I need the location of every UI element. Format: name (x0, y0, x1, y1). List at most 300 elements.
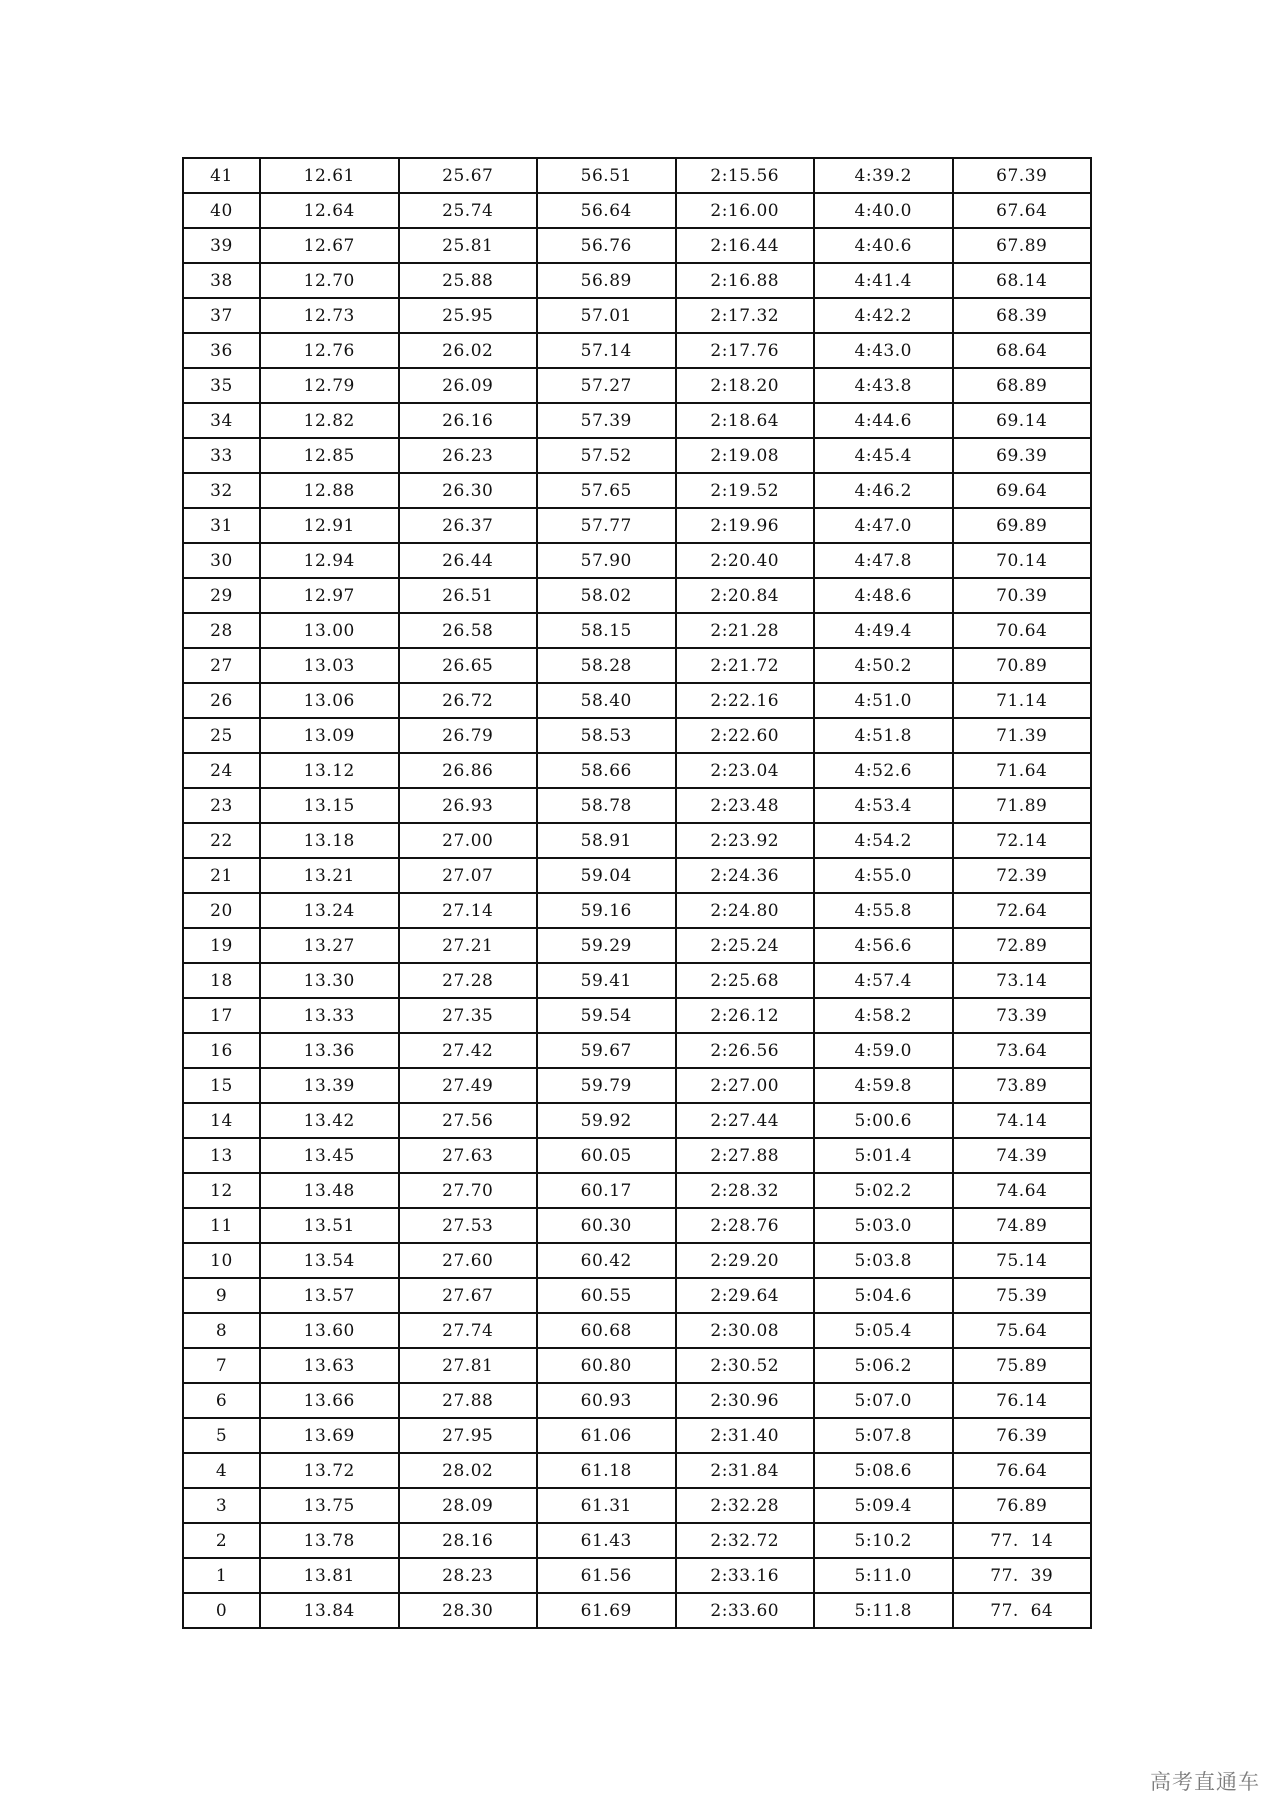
table-cell: 13.45 (260, 1138, 399, 1173)
table-cell: 4:50.2 (814, 648, 953, 683)
score-cell: 18 (183, 963, 260, 998)
table-cell: 68.14 (953, 263, 1092, 298)
table-cell: 2:29.20 (676, 1243, 815, 1278)
table-cell: 59.29 (537, 928, 676, 963)
table-cell: 13.54 (260, 1243, 399, 1278)
table-cell: 61.31 (537, 1488, 676, 1523)
table-cell: 25.74 (399, 193, 538, 228)
table-cell: 2:30.08 (676, 1313, 815, 1348)
table-cell: 27.81 (399, 1348, 538, 1383)
table-cell: 12.70 (260, 263, 399, 298)
score-cell: 23 (183, 788, 260, 823)
table-cell: 2:23.48 (676, 788, 815, 823)
table-cell: 12.88 (260, 473, 399, 508)
table-cell: 67.89 (953, 228, 1092, 263)
table-cell: 2:27.00 (676, 1068, 815, 1103)
table-cell: 77. 39 (953, 1558, 1092, 1593)
table-cell: 13.48 (260, 1173, 399, 1208)
table-cell: 13.42 (260, 1103, 399, 1138)
table-cell: 4:45.4 (814, 438, 953, 473)
table-cell: 68.89 (953, 368, 1092, 403)
table-cell: 13.78 (260, 1523, 399, 1558)
table-cell: 13.00 (260, 613, 399, 648)
watermark-text: 高考直通车 (1150, 1770, 1260, 1794)
score-cell: 34 (183, 403, 260, 438)
table-cell: 27.49 (399, 1068, 538, 1103)
table-row (183, 403, 1091, 438)
table-row (183, 1418, 1091, 1453)
table-cell: 74.64 (953, 1173, 1092, 1208)
table-cell: 57.65 (537, 473, 676, 508)
table-cell: 2:19.08 (676, 438, 815, 473)
score-cell: 38 (183, 263, 260, 298)
table-cell: 12.67 (260, 228, 399, 263)
table-cell: 26.51 (399, 578, 538, 613)
table-cell: 2:23.04 (676, 753, 815, 788)
table-row (183, 298, 1091, 333)
table-cell: 5:07.8 (814, 1418, 953, 1453)
table-cell: 13.12 (260, 753, 399, 788)
table-cell: 57.77 (537, 508, 676, 543)
score-cell: 8 (183, 1313, 260, 1348)
table-cell: 13.18 (260, 823, 399, 858)
score-cell: 24 (183, 753, 260, 788)
table-cell: 61.06 (537, 1418, 676, 1453)
table-cell: 60.93 (537, 1383, 676, 1418)
table-cell: 2:32.28 (676, 1488, 815, 1523)
table-cell: 26.79 (399, 718, 538, 753)
table-cell: 4:51.0 (814, 683, 953, 718)
score-cell: 21 (183, 858, 260, 893)
table-cell: 2:21.28 (676, 613, 815, 648)
table-cell: 2:16.44 (676, 228, 815, 263)
table-cell: 27.63 (399, 1138, 538, 1173)
table-cell: 12.79 (260, 368, 399, 403)
table-cell: 26.02 (399, 333, 538, 368)
table-cell: 61.43 (537, 1523, 676, 1558)
table-cell: 13.72 (260, 1453, 399, 1488)
table-cell: 2:31.84 (676, 1453, 815, 1488)
table-cell: 67.39 (953, 158, 1092, 193)
table-row (183, 893, 1091, 928)
table-cell: 13.30 (260, 963, 399, 998)
table-cell: 12.73 (260, 298, 399, 333)
table-cell: 4:54.2 (814, 823, 953, 858)
table-cell: 4:43.8 (814, 368, 953, 403)
score-cell: 9 (183, 1278, 260, 1313)
table-cell: 75.89 (953, 1348, 1092, 1383)
table-cell: 27.88 (399, 1383, 538, 1418)
table-cell: 12.97 (260, 578, 399, 613)
table-cell: 4:47.0 (814, 508, 953, 543)
table-cell: 4:47.8 (814, 543, 953, 578)
table-cell: 26.58 (399, 613, 538, 648)
table-cell: 2:29.64 (676, 1278, 815, 1313)
table-cell: 5:04.6 (814, 1278, 953, 1313)
table-cell: 75.64 (953, 1313, 1092, 1348)
table-cell: 2:16.00 (676, 193, 815, 228)
table-cell: 59.67 (537, 1033, 676, 1068)
score-cell: 33 (183, 438, 260, 473)
table-cell: 69.64 (953, 473, 1092, 508)
table-cell: 73.14 (953, 963, 1092, 998)
table-cell: 71.14 (953, 683, 1092, 718)
table-cell: 13.33 (260, 998, 399, 1033)
table-cell: 70.14 (953, 543, 1092, 578)
table-row (183, 1488, 1091, 1523)
table-cell: 5:01.4 (814, 1138, 953, 1173)
score-cell: 12 (183, 1173, 260, 1208)
table-cell: 5:06.2 (814, 1348, 953, 1383)
score-cell: 3 (183, 1488, 260, 1523)
table-cell: 4:49.4 (814, 613, 953, 648)
table-row (183, 683, 1091, 718)
table-cell: 4:59.0 (814, 1033, 953, 1068)
table-cell: 13.15 (260, 788, 399, 823)
score-cell: 16 (183, 1033, 260, 1068)
table-cell: 13.69 (260, 1418, 399, 1453)
table-cell: 4:48.6 (814, 578, 953, 613)
table-cell: 77. 14 (953, 1523, 1092, 1558)
table-row (183, 438, 1091, 473)
table-cell: 28.02 (399, 1453, 538, 1488)
table-row (183, 1523, 1091, 1558)
table-cell: 4:58.2 (814, 998, 953, 1033)
table-cell: 56.89 (537, 263, 676, 298)
table-row (183, 1593, 1091, 1628)
table-cell: 2:19.52 (676, 473, 815, 508)
table-row (183, 1313, 1091, 1348)
score-cell: 30 (183, 543, 260, 578)
table-cell: 13.60 (260, 1313, 399, 1348)
table-cell: 13.03 (260, 648, 399, 683)
table-cell: 57.52 (537, 438, 676, 473)
table-cell: 13.06 (260, 683, 399, 718)
table-row (183, 1383, 1091, 1418)
table-cell: 56.76 (537, 228, 676, 263)
score-cell: 20 (183, 893, 260, 928)
table-cell: 5:08.6 (814, 1453, 953, 1488)
table-cell: 60.30 (537, 1208, 676, 1243)
table-cell: 25.67 (399, 158, 538, 193)
table-cell: 75.14 (953, 1243, 1092, 1278)
table-row (183, 1173, 1091, 1208)
score-cell: 39 (183, 228, 260, 263)
table-cell: 2:31.40 (676, 1418, 815, 1453)
table-cell: 57.39 (537, 403, 676, 438)
table-cell: 2:27.88 (676, 1138, 815, 1173)
table-cell: 4:52.6 (814, 753, 953, 788)
table-cell: 5:07.0 (814, 1383, 953, 1418)
table-row (183, 613, 1091, 648)
table-cell: 2:17.32 (676, 298, 815, 333)
table-row (183, 1243, 1091, 1278)
score-cell: 26 (183, 683, 260, 718)
table-row (183, 998, 1091, 1033)
table-cell: 2:19.96 (676, 508, 815, 543)
table-cell: 68.64 (953, 333, 1092, 368)
table-cell: 5:02.2 (814, 1173, 953, 1208)
table-cell: 71.89 (953, 788, 1092, 823)
table-cell: 2:33.60 (676, 1593, 815, 1628)
table-cell: 12.85 (260, 438, 399, 473)
table-cell: 26.09 (399, 368, 538, 403)
table-cell: 72.14 (953, 823, 1092, 858)
score-cell: 37 (183, 298, 260, 333)
table-cell: 5:03.8 (814, 1243, 953, 1278)
table-row (183, 368, 1091, 403)
table-cell: 59.54 (537, 998, 676, 1033)
table-cell: 12.91 (260, 508, 399, 543)
table-cell: 59.04 (537, 858, 676, 893)
table-cell: 57.90 (537, 543, 676, 578)
table-cell: 70.39 (953, 578, 1092, 613)
score-cell: 6 (183, 1383, 260, 1418)
score-cell: 11 (183, 1208, 260, 1243)
table-cell: 25.95 (399, 298, 538, 333)
table-cell: 13.51 (260, 1208, 399, 1243)
table-cell: 75.39 (953, 1278, 1092, 1313)
score-cell: 31 (183, 508, 260, 543)
table-cell: 4:51.8 (814, 718, 953, 753)
table-row (183, 508, 1091, 543)
table-cell: 2:20.40 (676, 543, 815, 578)
table-cell: 57.01 (537, 298, 676, 333)
table-cell: 58.28 (537, 648, 676, 683)
table-cell: 4:39.2 (814, 158, 953, 193)
table-cell: 2:30.52 (676, 1348, 815, 1383)
table-cell: 4:57.4 (814, 963, 953, 998)
table-cell: 72.89 (953, 928, 1092, 963)
table-cell: 26.93 (399, 788, 538, 823)
table-cell: 13.36 (260, 1033, 399, 1068)
table-cell: 26.16 (399, 403, 538, 438)
table-cell: 2:25.68 (676, 963, 815, 998)
table-cell: 61.18 (537, 1453, 676, 1488)
score-cell: 41 (183, 158, 260, 193)
table-cell: 13.63 (260, 1348, 399, 1383)
score-cell: 27 (183, 648, 260, 683)
table-cell: 27.56 (399, 1103, 538, 1138)
table-cell: 2:30.96 (676, 1383, 815, 1418)
table-cell: 2:22.16 (676, 683, 815, 718)
table-row (183, 578, 1091, 613)
table-cell: 26.23 (399, 438, 538, 473)
table-cell: 56.64 (537, 193, 676, 228)
score-cell: 19 (183, 928, 260, 963)
table-cell: 4:40.0 (814, 193, 953, 228)
table-cell: 71.64 (953, 753, 1092, 788)
table-cell: 4:55.8 (814, 893, 953, 928)
table-cell: 12.94 (260, 543, 399, 578)
table-cell: 74.89 (953, 1208, 1092, 1243)
table-cell: 26.86 (399, 753, 538, 788)
table-cell: 13.27 (260, 928, 399, 963)
table-cell: 5:00.6 (814, 1103, 953, 1138)
table-cell: 4:44.6 (814, 403, 953, 438)
table-cell: 74.39 (953, 1138, 1092, 1173)
table-cell: 4:42.2 (814, 298, 953, 333)
table-cell: 59.16 (537, 893, 676, 928)
score-cell: 36 (183, 333, 260, 368)
table-cell: 59.41 (537, 963, 676, 998)
table-cell: 2:33.16 (676, 1558, 815, 1593)
table-cell: 13.09 (260, 718, 399, 753)
table-cell: 13.39 (260, 1068, 399, 1103)
table-cell: 27.35 (399, 998, 538, 1033)
table-cell: 2:28.76 (676, 1208, 815, 1243)
table-cell: 27.74 (399, 1313, 538, 1348)
score-cell: 14 (183, 1103, 260, 1138)
table-row (183, 543, 1091, 578)
table-cell: 61.56 (537, 1558, 676, 1593)
table-cell: 2:22.60 (676, 718, 815, 753)
table-cell: 2:20.84 (676, 578, 815, 613)
table-cell: 28.09 (399, 1488, 538, 1523)
table-cell: 2:27.44 (676, 1103, 815, 1138)
table-cell: 73.64 (953, 1033, 1092, 1068)
score-cell: 10 (183, 1243, 260, 1278)
table-cell: 2:24.80 (676, 893, 815, 928)
score-cell: 0 (183, 1593, 260, 1628)
table-cell: 58.91 (537, 823, 676, 858)
table-cell: 12.64 (260, 193, 399, 228)
table-cell: 76.89 (953, 1488, 1092, 1523)
table-cell: 4:41.4 (814, 263, 953, 298)
table-cell: 60.55 (537, 1278, 676, 1313)
table-cell: 73.89 (953, 1068, 1092, 1103)
table-cell: 4:40.6 (814, 228, 953, 263)
table-cell: 4:59.8 (814, 1068, 953, 1103)
table-cell: 70.64 (953, 613, 1092, 648)
table-cell: 27.07 (399, 858, 538, 893)
table-cell: 2:24.36 (676, 858, 815, 893)
table-cell: 60.68 (537, 1313, 676, 1348)
table-cell: 2:26.56 (676, 1033, 815, 1068)
table-cell: 26.72 (399, 683, 538, 718)
table-cell: 4:56.6 (814, 928, 953, 963)
table-cell: 25.81 (399, 228, 538, 263)
table-row (183, 823, 1091, 858)
score-table-body (183, 158, 1091, 1628)
table-cell: 70.89 (953, 648, 1092, 683)
table-row (183, 158, 1091, 193)
table-cell: 2:18.64 (676, 403, 815, 438)
table-cell: 5:11.8 (814, 1593, 953, 1628)
table-row (183, 1138, 1091, 1173)
table-cell: 69.39 (953, 438, 1092, 473)
table-cell: 5:11.0 (814, 1558, 953, 1593)
table-cell: 12.61 (260, 158, 399, 193)
table-cell: 26.65 (399, 648, 538, 683)
table-row (183, 1278, 1091, 1313)
table-cell: 76.14 (953, 1383, 1092, 1418)
table-row (183, 928, 1091, 963)
table-cell: 58.02 (537, 578, 676, 613)
table-cell: 73.39 (953, 998, 1092, 1033)
table-row (183, 1453, 1091, 1488)
table-cell: 4:53.4 (814, 788, 953, 823)
table-row (183, 1558, 1091, 1593)
table-cell: 74.14 (953, 1103, 1092, 1138)
table-cell: 27.70 (399, 1173, 538, 1208)
table-row (183, 648, 1091, 683)
table-cell: 5:03.0 (814, 1208, 953, 1243)
score-cell: 25 (183, 718, 260, 753)
score-cell: 29 (183, 578, 260, 613)
table-row (183, 788, 1091, 823)
table-cell: 28.16 (399, 1523, 538, 1558)
table-cell: 60.05 (537, 1138, 676, 1173)
table-row (183, 228, 1091, 263)
table-cell: 13.81 (260, 1558, 399, 1593)
table-cell: 26.44 (399, 543, 538, 578)
table-row (183, 963, 1091, 998)
table-cell: 25.88 (399, 263, 538, 298)
table-cell: 27.53 (399, 1208, 538, 1243)
table-row (183, 1068, 1091, 1103)
table-cell: 13.75 (260, 1488, 399, 1523)
table-cell: 58.66 (537, 753, 676, 788)
table-cell: 2:26.12 (676, 998, 815, 1033)
table-cell: 2:18.20 (676, 368, 815, 403)
table-cell: 13.66 (260, 1383, 399, 1418)
table-cell: 57.14 (537, 333, 676, 368)
table-cell: 72.64 (953, 893, 1092, 928)
table-cell: 27.95 (399, 1418, 538, 1453)
table-row (183, 1103, 1091, 1138)
score-cell: 4 (183, 1453, 260, 1488)
table-cell: 4:55.0 (814, 858, 953, 893)
table-cell: 59.92 (537, 1103, 676, 1138)
table-cell: 2:32.72 (676, 1523, 815, 1558)
table-cell: 13.24 (260, 893, 399, 928)
table-cell: 2:17.76 (676, 333, 815, 368)
score-cell: 40 (183, 193, 260, 228)
table-row (183, 753, 1091, 788)
table-cell: 77. 64 (953, 1593, 1092, 1628)
table-row (183, 1348, 1091, 1383)
table-row (183, 473, 1091, 508)
table-cell: 2:28.32 (676, 1173, 815, 1208)
table-cell: 69.14 (953, 403, 1092, 438)
table-row (183, 193, 1091, 228)
table-cell: 27.67 (399, 1278, 538, 1313)
table-cell: 2:21.72 (676, 648, 815, 683)
table-cell: 76.39 (953, 1418, 1092, 1453)
table-cell: 58.78 (537, 788, 676, 823)
table-cell: 27.60 (399, 1243, 538, 1278)
table-cell: 5:09.4 (814, 1488, 953, 1523)
table-row (183, 333, 1091, 368)
table-cell: 26.37 (399, 508, 538, 543)
score-cell: 35 (183, 368, 260, 403)
score-cell: 7 (183, 1348, 260, 1383)
table-row (183, 858, 1091, 893)
score-cell: 15 (183, 1068, 260, 1103)
table-row (183, 263, 1091, 298)
table-row (183, 1208, 1091, 1243)
table-cell: 72.39 (953, 858, 1092, 893)
table-cell: 13.21 (260, 858, 399, 893)
table-row (183, 1033, 1091, 1068)
table-cell: 27.28 (399, 963, 538, 998)
table-cell: 69.89 (953, 508, 1092, 543)
table-cell: 76.64 (953, 1453, 1092, 1488)
table-cell: 60.17 (537, 1173, 676, 1208)
table-cell: 4:43.0 (814, 333, 953, 368)
score-cell: 1 (183, 1558, 260, 1593)
